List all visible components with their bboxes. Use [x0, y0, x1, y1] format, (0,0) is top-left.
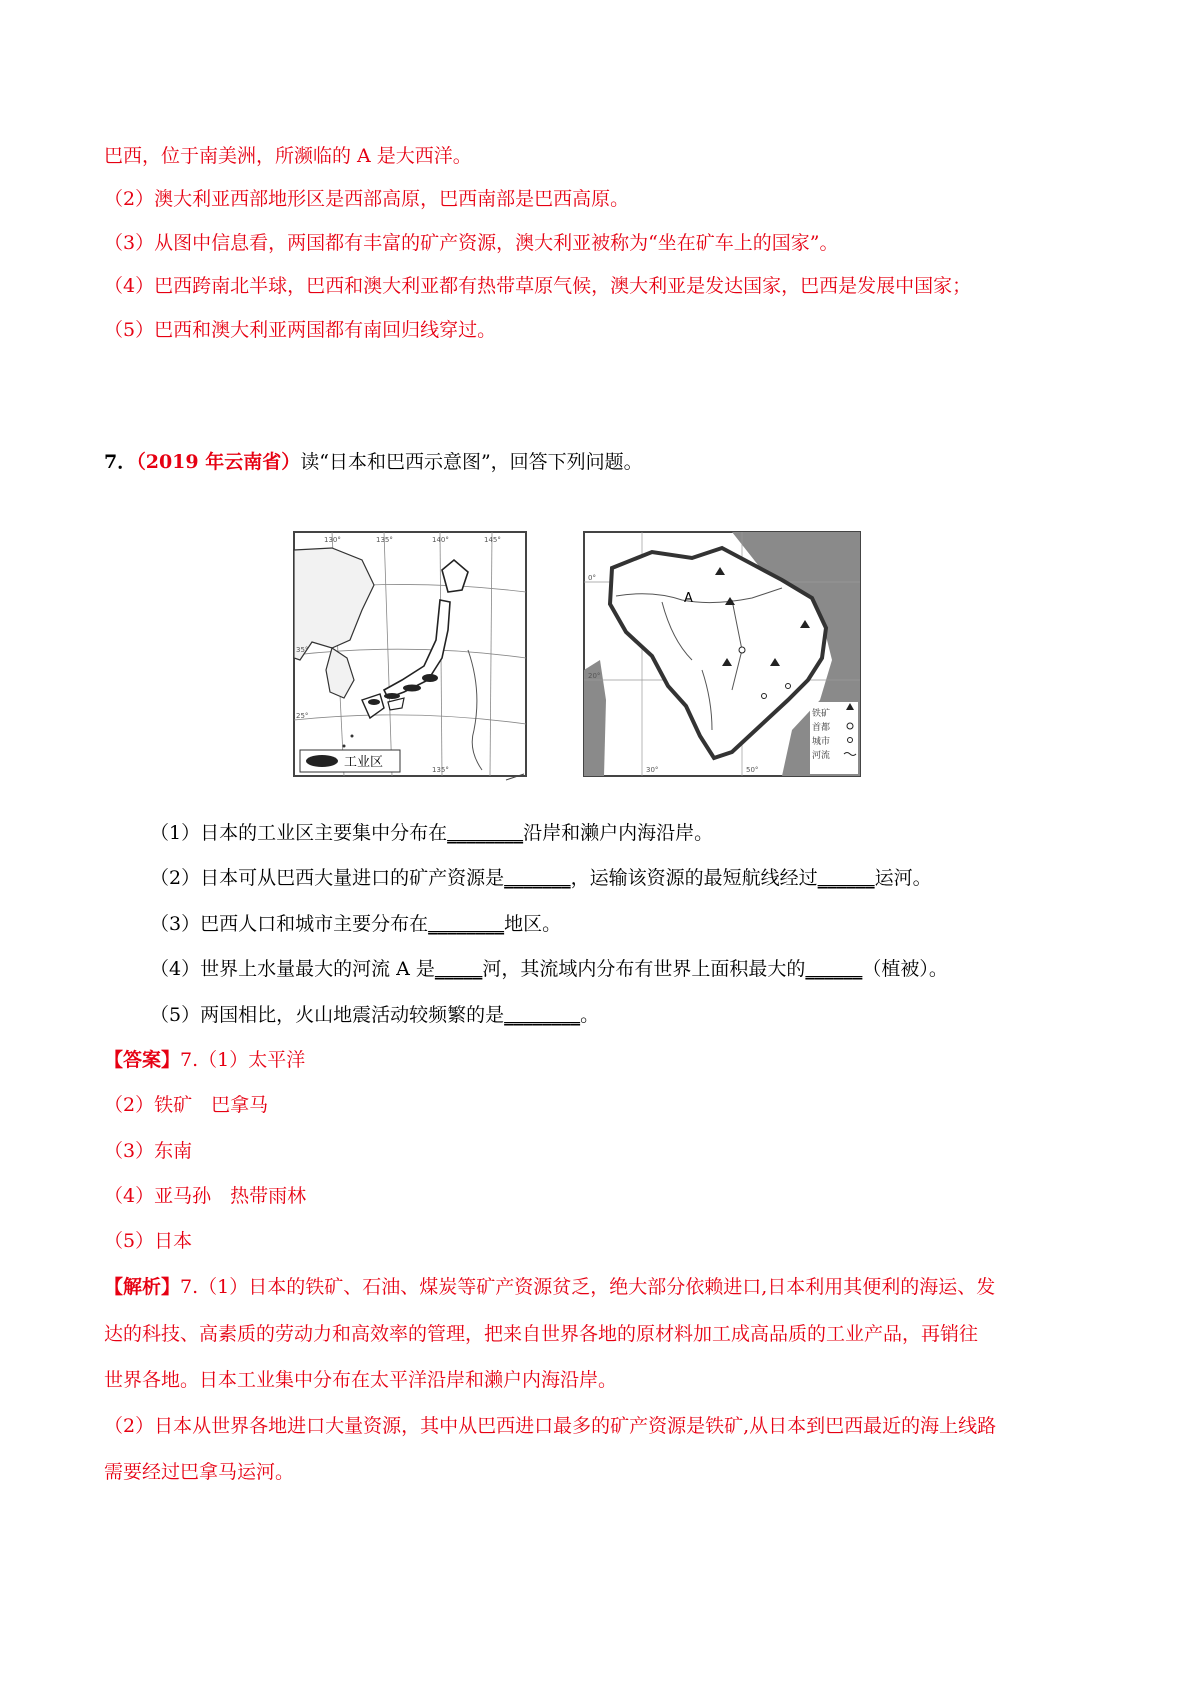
brazil-tick-30: 30° — [646, 766, 659, 774]
answer-tag: 【答案】 — [104, 1049, 181, 1071]
sub-question-1-text: （1）日本的工业区主要集中分布在 — [150, 822, 448, 844]
answer-blank: _______ — [504, 867, 571, 889]
analysis-tag: 【解析】 — [104, 1276, 181, 1298]
japan-legend-label: 工业区 — [344, 755, 384, 770]
answer-blank: _____ — [434, 958, 483, 980]
japan-tick-135-bottom: 135° — [432, 766, 449, 774]
japan-tick-145: 145° — [484, 536, 501, 544]
brazil-map — [584, 532, 860, 776]
analysis-line-2: 达的科技、高素质的劳动力和高效率的管理，把来自世界各地的原材料加工成高品质的工业产品，再销往 — [104, 1323, 979, 1345]
answer-blank: ________ — [428, 913, 505, 935]
answer-line-2: （2）铁矿 巴拿马 — [104, 1094, 269, 1116]
japan-tick-140: 140° — [432, 536, 449, 544]
sub-question-3-tail: 地区。 — [504, 913, 562, 935]
prev-answer-line-4: （4）巴西跨南北半球，巴西和澳大利亚都有热带草原气候，澳大利亚是发达国家，巴西是发展中国家； — [104, 275, 972, 297]
analysis-line-5: 需要经过巴拿马运河。 — [104, 1461, 295, 1483]
question-stem — [104, 448, 643, 476]
brazil-legend-river: 河流 — [812, 751, 831, 761]
analysis-text-1: 7.（1）日本的铁矿、石油、煤炭等矿产资源贫乏，绝大部分依赖进口,日本利用其便利的海运、发 — [180, 1276, 996, 1298]
river-a-label: A — [684, 591, 693, 606]
sub-question-5 — [150, 1001, 599, 1029]
brazil-legend-iron: 铁矿 — [812, 709, 831, 719]
answer-blank: ________ — [504, 1004, 581, 1026]
answer-blank: ______ — [805, 958, 863, 980]
brazil-legend-capital: 首都 — [812, 723, 831, 733]
brazil-tick-50: 50° — [746, 766, 759, 774]
question-source: （2019 年云南省） — [136, 451, 301, 473]
answer-line-1 — [104, 1046, 305, 1074]
japan-tick-135: 135° — [376, 536, 393, 544]
analysis-line-4: （2）日本从世界各地进口大量资源，其中从巴西进口最多的矿产资源是铁矿,从日本到巴西最近的海上线路 — [104, 1415, 997, 1437]
sub-question-5-text: （5）两国相比，火山地震活动较频繁的是 — [150, 1004, 505, 1026]
industrial-zone-legend-icon — [306, 755, 338, 767]
city-icon — [848, 738, 853, 743]
capital-icon — [847, 723, 853, 729]
answer-1: 7.（1）太平洋 — [180, 1049, 306, 1071]
sub-question-1 — [150, 819, 713, 847]
prev-answer-line-5: （5）巴西和澳大利亚两国都有南回归线穿过。 — [104, 319, 497, 341]
analysis-line-3: 世界各地。日本工业集中分布在太平洋沿岸和濑户内海沿岸。 — [104, 1369, 618, 1391]
question-text: 读“日本和巴西示意图”，回答下列问题。 — [300, 451, 643, 473]
japan-tick-25: 25° — [296, 712, 309, 720]
brazil-tick-20: 20° — [588, 672, 601, 680]
sub-question-4 — [150, 955, 948, 983]
brazil-tick-0: 0° — [588, 574, 596, 582]
japan-brazil-map-figure — [292, 530, 912, 800]
japan-tick-130: 130° — [324, 536, 341, 544]
analysis-line-1 — [104, 1273, 995, 1301]
answer-line-5: （5）日本 — [104, 1230, 193, 1252]
answer-line-3: （3）东南 — [104, 1140, 193, 1162]
sub-question-2-tail: 运河。 — [874, 867, 932, 889]
sub-question-5-tail: 。 — [580, 1004, 600, 1026]
sub-question-2 — [150, 864, 932, 892]
sub-question-2-text: （2）日本可从巴西大量进口的矿产资源是 — [150, 867, 505, 889]
answer-line-4: （4）亚马孙 热带雨林 — [104, 1185, 307, 1207]
prev-answer-line-1: 巴西，位于南美洲，所濒临的 A 是大西洋。 — [104, 145, 472, 167]
sub-question-4-text: （4）世界上水量最大的河流 A 是 — [150, 958, 435, 980]
sub-question-1-tail: 沿岸和濑户内海沿岸。 — [523, 822, 714, 844]
question-number: 7． — [104, 451, 137, 473]
prev-answer-line-2: （2）澳大利亚西部地形区是西部高原，巴西南部是巴西高原。 — [104, 188, 630, 210]
brazil-legend-city: 城市 — [812, 737, 831, 747]
sub-question-3-text: （3）巴西人口和城市主要分布在 — [150, 913, 429, 935]
japan-map — [294, 532, 526, 780]
sub-question-2-mid: ，运输该资源的最短航线经过 — [570, 867, 818, 889]
sub-question-3 — [150, 910, 561, 938]
answer-blank: ________ — [447, 822, 524, 844]
japan-tick-35: 35° — [296, 646, 309, 654]
answer-blank: ______ — [817, 867, 875, 889]
sub-question-4-tail: （植被）。 — [862, 958, 948, 980]
sub-question-4-mid: 河，其流域内分布有世界上面积最大的 — [482, 958, 806, 980]
prev-answer-line-3: （3）从图中信息看，两国都有丰富的矿产资源，澳大利亚被称为“坐在矿车上的国家”。 — [104, 232, 839, 254]
